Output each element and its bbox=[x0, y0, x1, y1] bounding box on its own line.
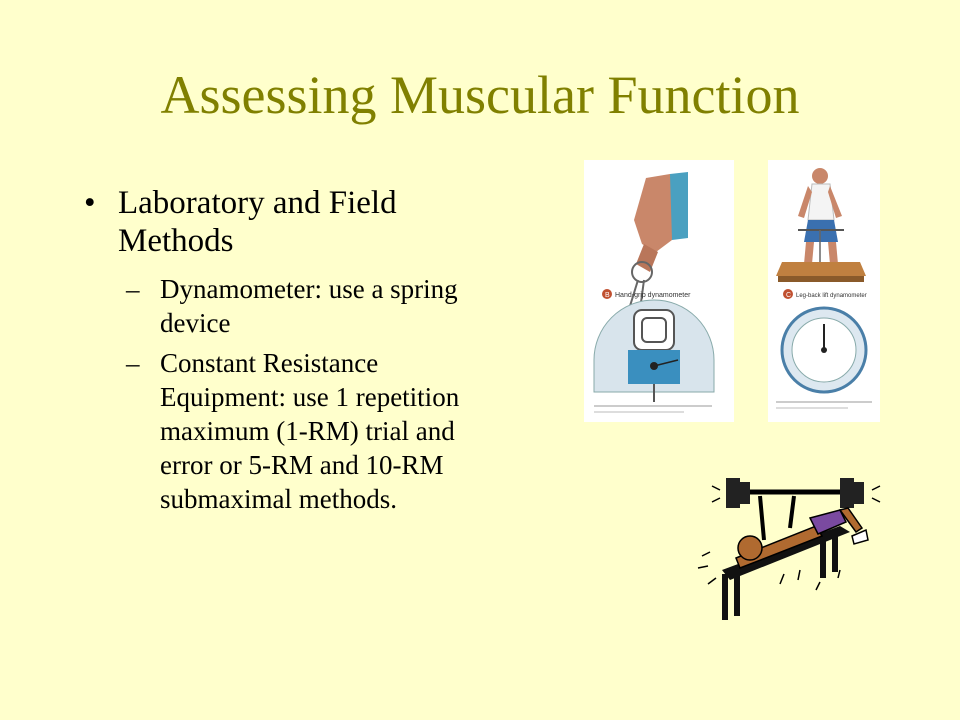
sub-bullet-text: Dynamometer: use a spring device bbox=[160, 274, 458, 338]
bench-press-clipart bbox=[690, 470, 890, 645]
figure-c-caption: Leg-back lift dynamometer bbox=[796, 293, 867, 299]
leg-back-dynamometer-illustration bbox=[768, 160, 880, 422]
bullet-dot: • bbox=[84, 185, 96, 221]
hand-grip-dynamometer-illustration bbox=[584, 160, 734, 422]
sub-bullet-list bbox=[84, 272, 504, 516]
figure-c-letter: C bbox=[786, 292, 792, 299]
sub-bullet-text: Constant Resistance Equipment: use 1 repetition maximum (1-RM) trial and error or 5-RM and 10-RM submaximal methods. bbox=[160, 348, 460, 514]
slide-title: Assessing Muscular Function bbox=[160, 65, 800, 125]
sub-bullet-dash: – bbox=[126, 348, 140, 378]
leg-back-dynamometer-figure bbox=[768, 160, 880, 422]
bullet-item bbox=[84, 184, 504, 260]
bullet-text: Laboratory and Field Methods bbox=[118, 185, 397, 259]
sub-bullet-item bbox=[126, 272, 504, 340]
bench-press-illustration bbox=[690, 470, 890, 645]
sub-bullet-item bbox=[126, 346, 504, 516]
sub-bullet-dash: – bbox=[126, 274, 140, 304]
figure-b-letter: B bbox=[605, 292, 610, 299]
figure-b-caption: Hand-grip dynamometer bbox=[615, 292, 691, 299]
hand-grip-dynamometer-figure bbox=[584, 160, 734, 422]
bullet-list bbox=[84, 184, 504, 522]
